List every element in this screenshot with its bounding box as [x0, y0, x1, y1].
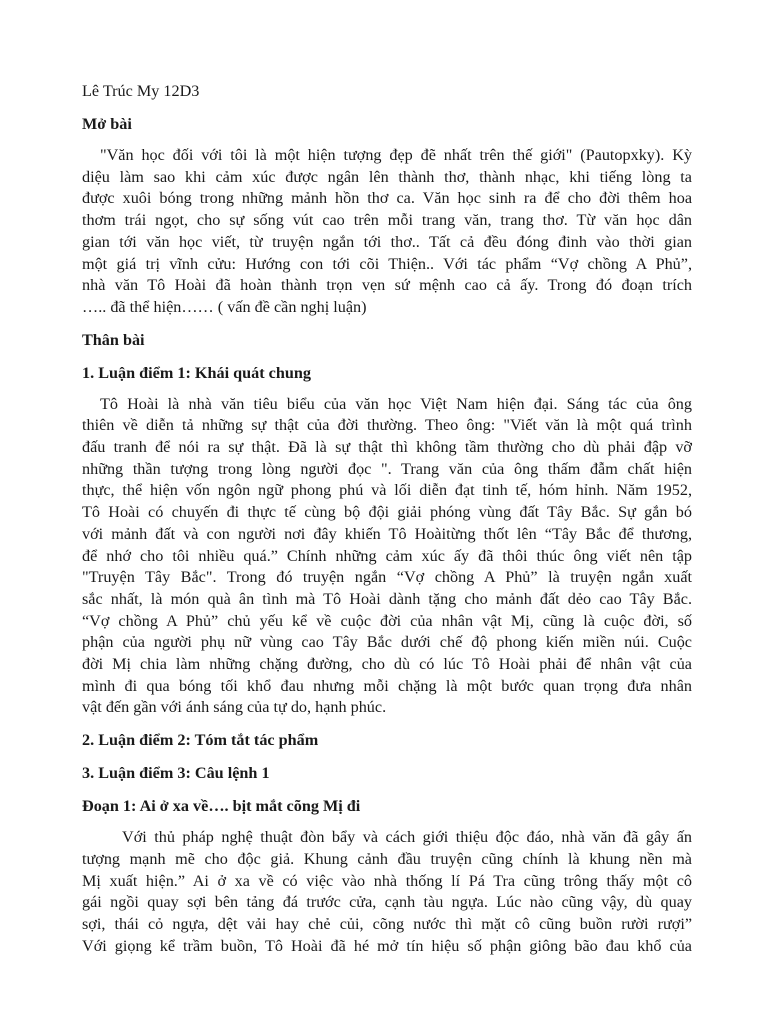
text-line: ….. đã thể hiện…… ( vấn đề cần nghị luận): [82, 297, 367, 316]
document-page: [82, 80, 692, 957]
text-line: phận của người phụ nữ vùng cao Tây Bắc dưới chế độ phong kiến miền núi. Cuộc: [82, 633, 692, 652]
text-line: thơm trái ngọt, cho sự sống vút cao trên mỗi trang văn, trang thơ. Từ văn học dân: [82, 211, 692, 230]
text-line: đấu tranh để nói ra sự thật. Đã là sự thật thì không tầm thường cho dù phải đập vỡ: [82, 438, 692, 457]
heading-point-2: 2. Luận điểm 2: Tóm tắt tác phẩm: [82, 731, 319, 750]
heading-intro: Mở bài: [82, 115, 132, 133]
text-line: sắc nhất, là món quà ân tình mà Tô Hoài dành tặng cho mảnh đất dẻo cao Tây Bắc.: [82, 589, 692, 608]
paragraph-passage-1: [82, 827, 692, 957]
text-line: gái ngồi quay sợi bên tảng đá trước cửa, cạnh tàu ngựa. Lúc nào cũng vậy, dù quay: [82, 893, 692, 912]
text-line: một giá trị vĩnh cửu: Hướng con tới cõi Thiện.. Với tác phẩm “Vợ chồng A Phủ”,: [82, 254, 692, 273]
text-line: đời Mị chia làm những chặng đường, cho dù có lúc Tô Hoài phải để nhân vật của: [82, 655, 692, 674]
text-line: mình đi qua bóng tối khổ đau nhưng mỗi chặng là một bước quan trọng đưa nhân: [82, 676, 692, 695]
text-line: Tô Hoài có chuyến đi thực tế cùng bộ đội giải phóng vùng đất Tây Bắc. Sự gắn bó: [82, 503, 692, 522]
heading-point-3: 3. Luận điểm 3: Câu lệnh 1: [82, 764, 270, 783]
text-line: để nhớ cho tôi nhiều quá.” Chính những cảm xúc ấy đã thôi thúc ông viết nên tập: [82, 546, 692, 565]
text-line: với mảnh đất và con người nơi đây khiến Tô Hoàitừng thốt lên “Tây Bắc để thương,: [82, 524, 692, 543]
text-line: thực, thể hiện vốn ngôn ngữ phong phú và lối diễn đạt tinh tế, hóm hỉnh. Năm 1952,: [82, 481, 692, 500]
text-line: Với thủ pháp nghệ thuật đòn bẩy và cách giới thiệu độc đáo, nhà văn đã gây ấn: [122, 828, 692, 847]
text-line: thiên về diễn tả những sự thật của đời thường. Theo ông: "Viết văn là một quá trình: [82, 416, 692, 435]
text-line: "Truyện Tây Bắc". Trong đó truyện ngắn “Vợ chồng A Phủ” là truyện ngắn xuất: [82, 568, 692, 587]
text-line: Tô Hoài là nhà văn tiêu biểu của văn học Việt Nam hiện đại. Sáng tác của ông: [100, 394, 692, 413]
heading-point-1: 1. Luận điểm 1: Khái quát chung: [82, 363, 311, 382]
paragraph-intro: [82, 145, 692, 319]
text-line: gian tới văn học viết, từ truyện ngắn tới thơ.. Tất cả đều đóng đinh vào thời gian: [82, 232, 692, 251]
text-line: sợi, thái cỏ ngựa, dệt vải hay chẻ củi, cõng nước thì mặt cô cũng buồn rười rượi”: [82, 914, 692, 933]
text-line: vật đến gần với ánh sáng của tự do, hạnh phúc.: [82, 698, 387, 717]
text-line: tượng mạnh mẽ cho độc giả. Khung cảnh đầu truyện cũng chính là khung nền mà: [82, 849, 692, 868]
text-line: diệu làm sao khi cảm xúc được ngân lên thành thơ, thành nhạc, khi tiếng lòng ta: [82, 167, 692, 186]
author-line: Lê Trúc My 12D3: [82, 82, 200, 100]
heading-passage-1: Đoạn 1: Ai ở xa về…. bịt mắt cõng Mị đi: [82, 797, 361, 816]
text-line: được xuôi bóng trong những mảnh hồn thơ ca. Văn học sinh ra để cho đời thêm hoa: [82, 189, 692, 208]
text-line: Mị xuất hiện.” Ai ở xa về có việc vào nhà thống lí Pá Tra cũng trông thấy một cô: [82, 871, 692, 890]
text-line: “Vợ chồng A Phủ” chủ yếu kể về cuộc đời của nhân vật Mị, cũng là cuộc đời, số: [82, 611, 692, 630]
text-line: nhà văn Tô Hoài đã hoàn thành trọn vẹn sứ mệnh cao cả ấy. Trong đó đoạn trích: [82, 276, 692, 295]
text-line: Với giọng kể trầm buồn, Tô Hoài đã hé mở tín hiệu số phận giông bão đau khổ của: [82, 936, 692, 955]
text-line: những thần tượng trong lòng người đọc ". Trang văn của ông thấm đẫm chất hiện: [82, 459, 692, 478]
paragraph-point-1: [82, 394, 692, 720]
heading-body: Thân bài: [82, 330, 145, 349]
text-line: "Văn học đối với tôi là một hiện tượng đẹp đẽ nhất trên thế giới" (Pautopxky). Kỳ: [100, 146, 692, 164]
